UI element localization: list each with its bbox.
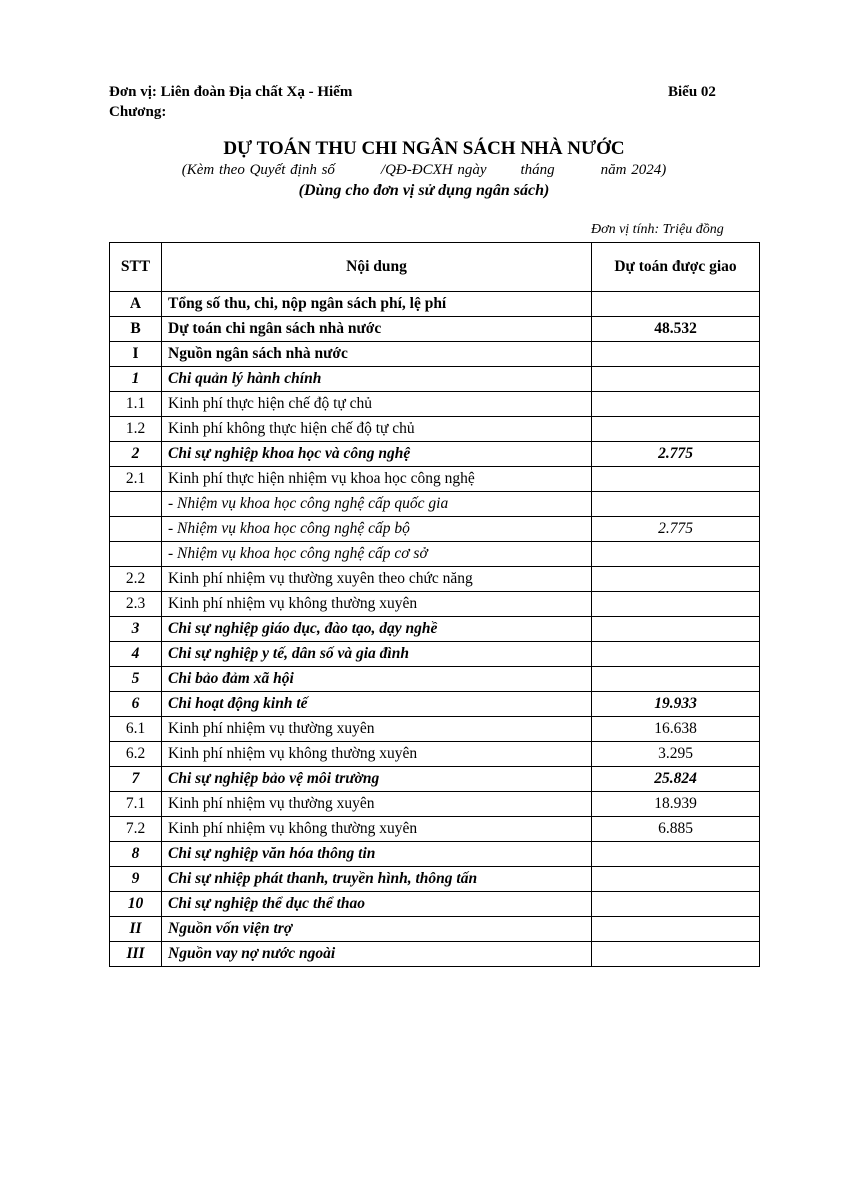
table-row [110,667,760,692]
row-content: Chi sự nghiệp bảo vệ môi trường [162,767,592,792]
row-content: Chi sự nghiệp khoa học và công nghệ [162,442,592,467]
usage-note: (Dùng cho đơn vị sử dụng ngân sách) [298,182,550,199]
row-stt [110,517,162,542]
table-row [110,317,760,342]
table-row [110,742,760,767]
table-row [110,492,760,517]
row-stt: 2.3 [110,592,162,617]
row-content: Kinh phí nhiệm vụ không thường xuyên [162,817,592,842]
form-code: Biểu 02 [668,84,716,100]
table-row [110,842,760,867]
row-value: 48.532 [592,317,760,342]
row-content: Tổng số thu, chi, nộp ngân sách phí, lệ phí [162,292,592,317]
row-content: Chi hoạt động kinh tế [162,692,592,717]
row-content: Nguồn vốn viện trợ [162,917,592,942]
row-value: 19.933 [592,692,760,717]
row-stt: 2.1 [110,467,162,492]
table-row [110,917,760,942]
row-stt: B [110,317,162,342]
table-row [110,717,760,742]
budget-table-body [110,292,760,967]
row-stt: 6.1 [110,717,162,742]
row-value [592,392,760,417]
organization-unit-line: Đơn vị: Liên đoàn Địa chất Xạ - Hiếm [109,84,353,100]
row-value [592,917,760,942]
table-row [110,617,760,642]
row-stt: 7 [110,767,162,792]
row-stt: 9 [110,867,162,892]
table-row [110,517,760,542]
document-title: DỰ TOÁN THU CHI NGÂN SÁCH NHÀ NƯỚC [223,138,625,159]
row-content: Chi sự nhiệp phát thanh, truyền hình, thông tấn [162,867,592,892]
table-row [110,342,760,367]
row-stt: 2 [110,442,162,467]
row-content: - Nhiệm vụ khoa học công nghệ cấp bộ [162,517,592,542]
row-content: Kinh phí nhiệm vụ thường xuyên [162,792,592,817]
row-stt: 6 [110,692,162,717]
row-value [592,342,760,367]
table-row [110,867,760,892]
row-stt: 1 [110,367,162,392]
header-estimate: Dự toán được giao [592,243,760,292]
row-content: Chi sự nghiệp thể dục thể thao [162,892,592,917]
row-content: Kinh phí nhiệm vụ không thường xuyên [162,742,592,767]
table-row [110,942,760,967]
row-value: 25.824 [592,767,760,792]
header-stt: STT [110,243,162,292]
row-stt: 2.2 [110,567,162,592]
table-row [110,692,760,717]
table-header-row [110,243,760,292]
row-stt: 5 [110,667,162,692]
row-stt: 1.2 [110,417,162,442]
row-value [592,367,760,392]
row-value [592,892,760,917]
row-content: Kinh phí nhiệm vụ thường xuyên theo chức năng [162,567,592,592]
row-stt: 7.1 [110,792,162,817]
table-row [110,817,760,842]
row-content: Kinh phí nhiệm vụ thường xuyên [162,717,592,742]
header-content: Nội dung [162,243,592,292]
row-value: 3.295 [592,742,760,767]
table-row [110,542,760,567]
row-content: Dự toán chi ngân sách nhà nước [162,317,592,342]
table-row [110,892,760,917]
row-value [592,617,760,642]
document-header-left [109,82,352,122]
row-value [592,942,760,967]
decision-reference-part2: /QĐ-ĐCXH ngày [380,162,487,178]
row-value [592,642,760,667]
chapter-line: Chương: [109,104,167,120]
row-content: Kinh phí thực hiện chế độ tự chủ [162,392,592,417]
table-row [110,567,760,592]
row-content: Nguồn ngân sách nhà nước [162,342,592,367]
row-stt: 3 [110,617,162,642]
row-value [592,467,760,492]
row-stt: A [110,292,162,317]
row-value: 2.775 [592,442,760,467]
row-stt: III [110,942,162,967]
unit-note: Đơn vị tính: Triệu đồng [591,222,724,237]
table-row [110,767,760,792]
decision-reference-part1: (Kèm theo Quyết định số [181,162,335,178]
table-row [110,392,760,417]
budget-table [109,242,760,967]
row-stt [110,492,162,517]
row-value [592,842,760,867]
decision-reference-part4: năm 2024) [600,162,667,178]
row-value [592,492,760,517]
row-stt: 1.1 [110,392,162,417]
table-row [110,367,760,392]
row-content: - Nhiệm vụ khoa học công nghệ cấp quốc gia [162,492,592,517]
decision-reference [0,160,848,180]
row-value [592,592,760,617]
row-stt: I [110,342,162,367]
row-value: 6.885 [592,817,760,842]
row-value [592,667,760,692]
row-stt [110,542,162,567]
row-content: Chi sự nghiệp y tế, dân số và gia đình [162,642,592,667]
row-stt: II [110,917,162,942]
row-content: Chi sự nghiệp văn hóa thông tin [162,842,592,867]
row-value [592,417,760,442]
row-value: 2.775 [592,517,760,542]
row-content: - Nhiệm vụ khoa học công nghệ cấp cơ sở [162,542,592,567]
row-stt: 4 [110,642,162,667]
row-content: Kinh phí thực hiện nhiệm vụ khoa học công nghệ [162,467,592,492]
table-row [110,442,760,467]
table-row [110,417,760,442]
row-stt: 7.2 [110,817,162,842]
row-value [592,867,760,892]
row-value [592,567,760,592]
row-stt: 8 [110,842,162,867]
row-value: 18.939 [592,792,760,817]
table-row [110,792,760,817]
table-row [110,467,760,492]
row-value [592,542,760,567]
row-content: Chi quản lý hành chính [162,367,592,392]
row-value: 16.638 [592,717,760,742]
row-content: Chi sự nghiệp giáo dục, đào tạo, dạy nghề [162,617,592,642]
row-content: Nguồn vay nợ nước ngoài [162,942,592,967]
row-content: Chi bảo đảm xã hội [162,667,592,692]
row-stt: 6.2 [110,742,162,767]
row-value [592,292,760,317]
decision-reference-part3: tháng [520,162,555,178]
row-stt: 10 [110,892,162,917]
table-row [110,642,760,667]
row-content: Kinh phí nhiệm vụ không thường xuyên [162,592,592,617]
table-row [110,592,760,617]
table-row [110,292,760,317]
row-content: Kinh phí không thực hiện chế độ tự chủ [162,417,592,442]
